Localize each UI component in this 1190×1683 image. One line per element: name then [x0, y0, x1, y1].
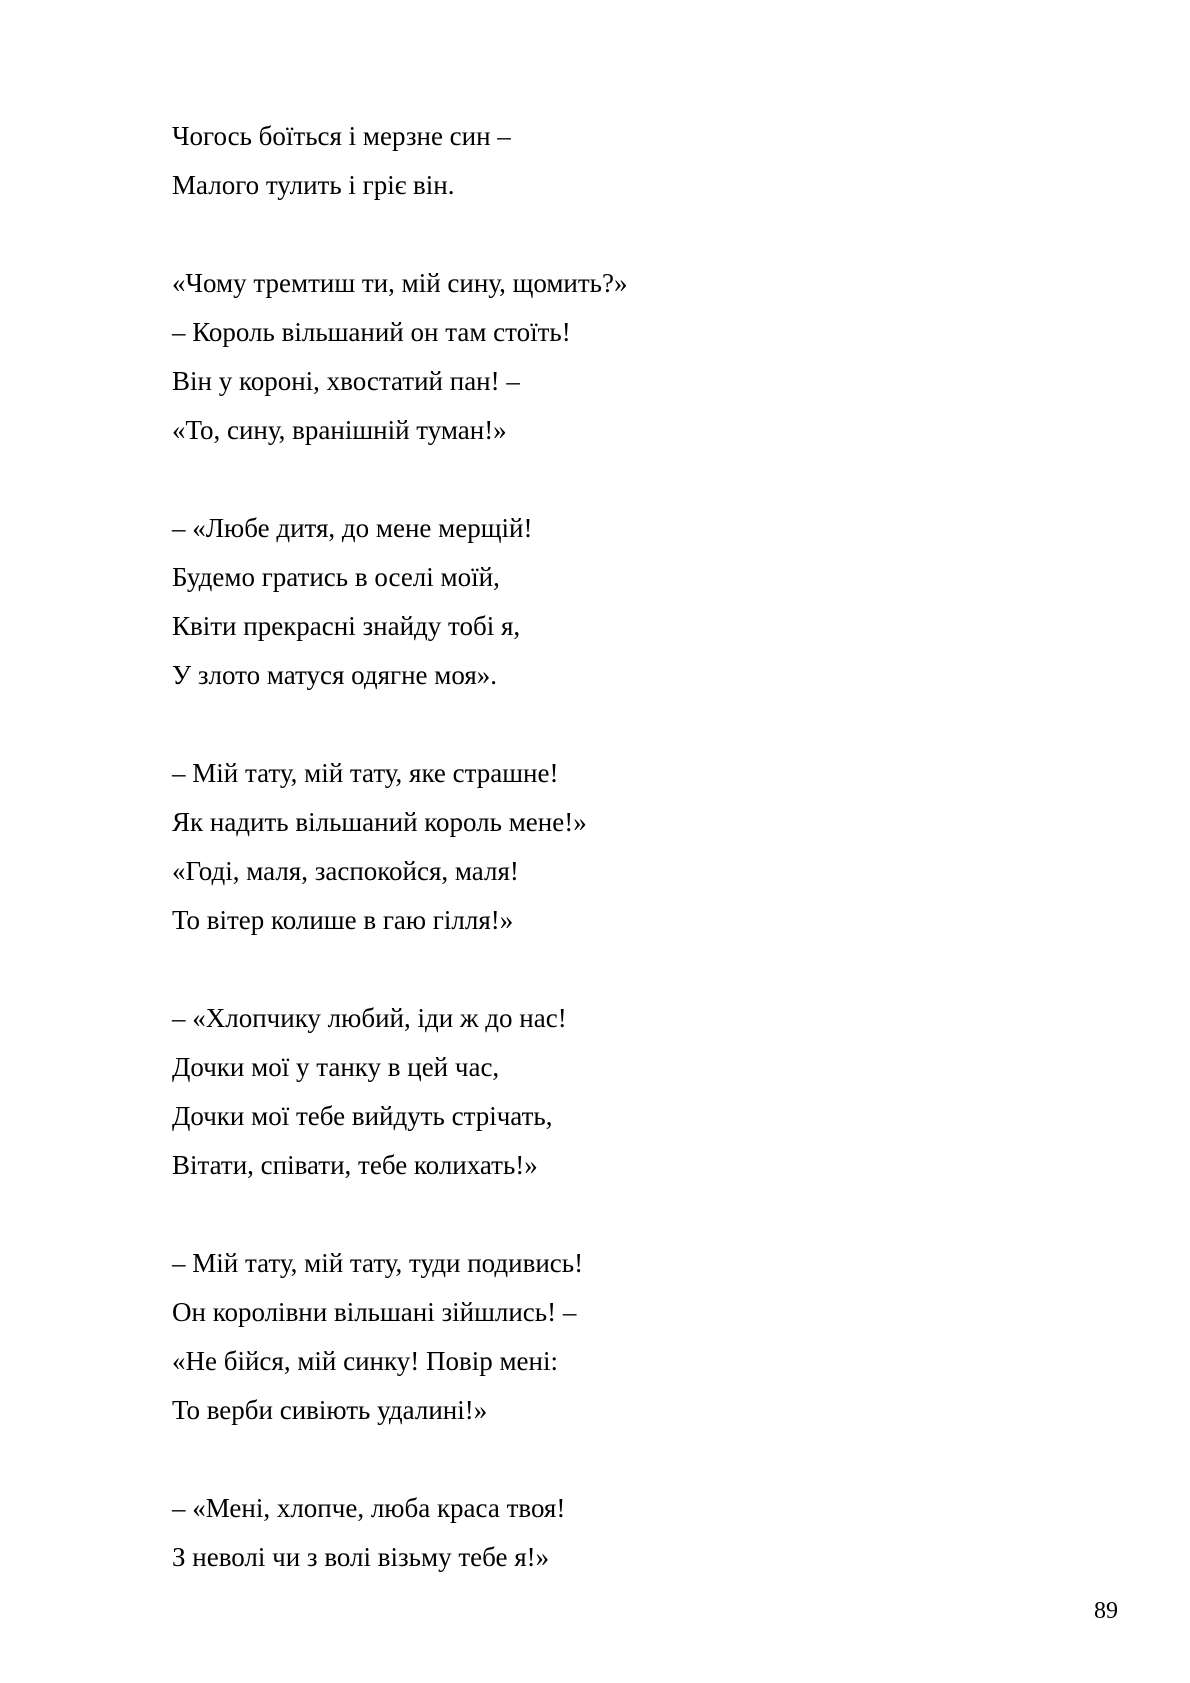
page-number: 89	[1094, 1598, 1118, 1624]
poem-line: То вітер колише в гаю гілля!»	[172, 905, 514, 935]
poem-line: – «Хлопчику любий, іди ж до нас!	[172, 1003, 567, 1033]
stanza	[172, 749, 1072, 945]
stanza	[172, 112, 1072, 210]
poem-line: Дочки мої тебе вийдуть стрічать,	[172, 1101, 553, 1131]
poem-line: – «Мені, хлопче, люба краса твоя!	[172, 1493, 566, 1523]
poem-line: – Мій тату, мій тату, туди подивись!	[172, 1248, 584, 1278]
poem-line: «Не бійся, мій синку! Повір мені:	[172, 1346, 558, 1376]
poem-line: «Годі, маля, заспокойся, маля!	[172, 856, 519, 886]
poem-line: У злото матуся одягне моя».	[172, 660, 498, 690]
poem-line: Дочки мої у танку в цей час,	[172, 1052, 500, 1082]
poem-line: Он королівни вільшані зійшлись! –	[172, 1297, 577, 1327]
poem-line: Вітати, співати, тебе колихать!»	[172, 1150, 538, 1180]
poem-line: Чогось боїться і мерзне син –	[172, 121, 511, 151]
stanza	[172, 1239, 1072, 1435]
poem-line: – Король вільшаний он там стоїть!	[172, 317, 571, 347]
stanza	[172, 259, 1072, 455]
poem-line: – «Любе дитя, до мене мерщій!	[172, 513, 533, 543]
stanza	[172, 994, 1072, 1190]
poem-line: Як надить вільшаний король мене!»	[172, 807, 587, 837]
stanza	[172, 504, 1072, 700]
poem-line: З неволі чи з волі візьму тебе я!»	[172, 1542, 550, 1572]
poem-line: Він у короні, хвостатий пан! –	[172, 366, 520, 396]
poem-line: Малого тулить і гріє він.	[172, 170, 455, 200]
poem-line: Квіти прекрасні знайду тобі я,	[172, 611, 521, 641]
poem-body	[172, 112, 1072, 1582]
poem-line: «То, сину, вранішній туман!»	[172, 415, 507, 445]
poem-line: То верби сивіють удалині!»	[172, 1395, 488, 1425]
poem-line: Будемо гратись в оселі моїй,	[172, 562, 500, 592]
poem-line: – Мій тату, мій тату, яке страшне!	[172, 758, 559, 788]
poem-line: «Чому тремтиш ти, мій сину, щомить?»	[172, 268, 628, 298]
stanza	[172, 1484, 1072, 1582]
